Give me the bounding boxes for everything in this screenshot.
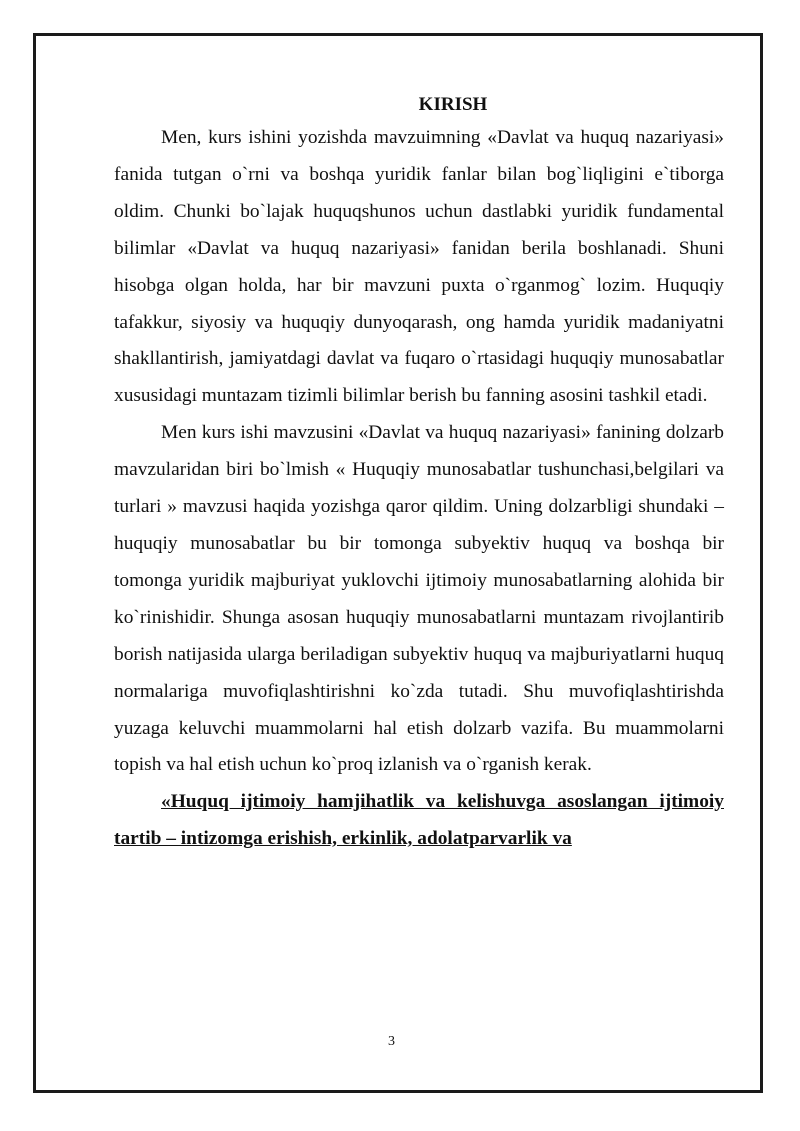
paragraph-1: Men, kurs ishini yozishda mavzuimning «Davlat va huquq nazariyasi» fanida tutgan o`rni va boshqa yuridik fanlar bilan bog`liqligini e`tiborga oldim. Chunki bo`lajak huquqshunos uchun dastlabki yuridik fundamental bilimlar «Davlat va huquq nazariyasi» fanidan berila boshlanadi. Shuni hisobga olgan holda, har bir mavzuni puxta o`rganmog` lozim. Huquqiy tafakkur, siyosiy va huquqiy dunyoqarash, ong hamda yuridik madaniyatni shakllantirish, jamiyatdagi davlat va fuqaro o`rtasidagi huquqiy munosabatlar xususidagi muntazam tizimli bilimlar berish bu fanning asosini tashkil etadi. bbox=[114, 127, 724, 407]
page-number: 3 bbox=[388, 1034, 395, 1049]
paragraph-3-quote: «Huquq ijtimoiy hamjihatlik va kelishuvga asoslangan ijtimoiy tartib – intizomga erishish, erkinlik, adolatparvarlik va bbox=[114, 791, 724, 850]
paragraph-2: Men kurs ishi mavzusini «Davlat va huquq nazariyasi» fanining dolzarb mavzularidan biri bo`lmish « Huquqiy munosabatlar tushunchasi,belgilari va turlari » mavzusi haqida yozishga qaror qildim. Uning dolzarbligi shundaki – huquqiy munosabatlar bu bir tomonga subyektiv huquq va boshqa bir tomonga yuridik majburiyat yuklovchi ijtimoiy munosabatlarning alohida bir ko`rinishidir. Shunga asosan huquqiy munosabatlarni muntazam rivojlantirib borish natijasida ularga beriladigan subyektiv huquq va majburiyatlarni huquq normalariga muvofiqlashtirishni ko`zda tutadi. Shu muvofiqlashtirishda yuzaga keluvchi muammolarni hal etish dolzarb vazifa. Bu muammolarni topish va hal etish uchun ko`proq izlanish va o`rganish kerak. bbox=[114, 422, 724, 776]
page-content bbox=[114, 90, 724, 858]
section-title: KIRISH bbox=[418, 94, 488, 115]
